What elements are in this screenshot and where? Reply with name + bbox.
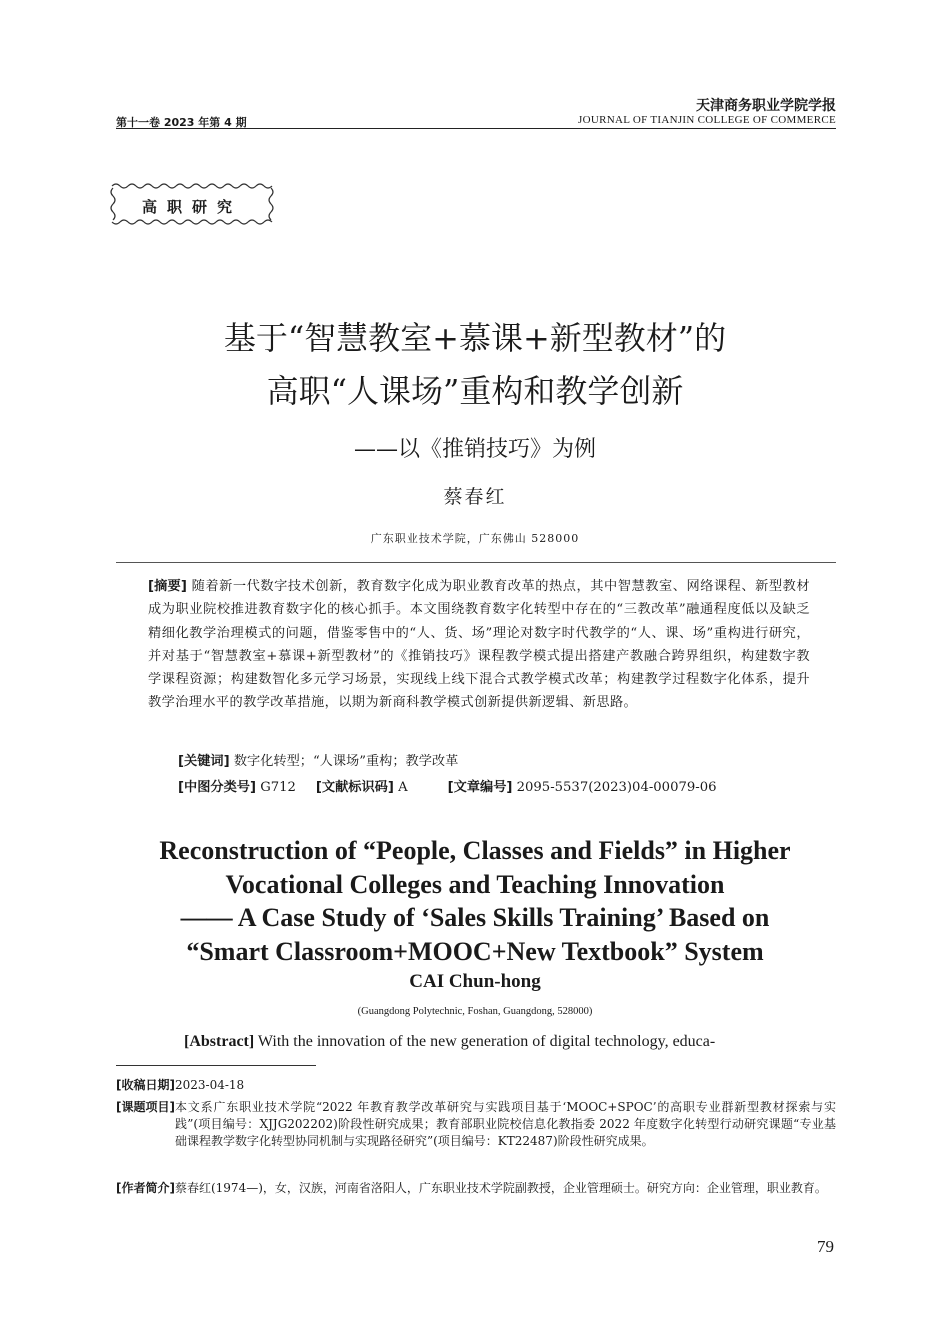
author-en: CAI Chun-hong [409, 971, 541, 992]
affiliation-cn: 广东职业技术学院，广东佛山 528000 [370, 532, 580, 545]
abstract-rule [116, 562, 836, 563]
page-number: 79 [817, 1237, 834, 1256]
issue-info: 第十一卷 2023 年第 4 期 [116, 116, 247, 129]
affiliation-en: (Guangdong Polytechnic, Foshan, Guangdong, 528000) [357, 1006, 593, 1017]
keywords [178, 750, 458, 769]
title-en-line-3: —— A Case Study of ‘Sales Skills Training’ Based on [180, 903, 770, 932]
footnote-author [116, 1180, 836, 1197]
clc-label: [中图分类号] [178, 780, 256, 795]
classification-line [178, 776, 716, 795]
footnote-received [116, 1077, 836, 1094]
author-bio-value: 蔡春红(1974—)，女，汉族，河南省洛阳人，广东职业技术学院副教授，企业管理硕士。研究方向：企业管理，职业教育。 [174, 1181, 827, 1195]
title-en-line-1: Reconstruction of “People, Classes and Fields” in Higher [159, 836, 791, 865]
abstract-cn-text: 随着新一代数字技术创新，教育数字化成为职业教育改革的热点，其中智慧教室、网络课程、新型教材成为职业院校推进教育数字化的核心抓手。本文围绕教育数字化转型中存在的“三教改革”融通程度低以及缺乏精细化教学治理模式的问题，借鉴零售中的“人、货、场”理论对数字时代教学的“人、课、场”重构进行研究，并对基于“智慧教室+慕课+新型教材”的《推销技巧》课程教学模式提出搭建产教融合跨界组织，构建数字教学课程资源；构建数智化多元学习场景，实现线上线下混合式教学模式改革；构建教学过程数字化体系，提升教学治理水平的教学改革措施，以期为新商科教学模式创新提供新逻辑、新思路。 [148, 579, 810, 711]
keywords-label: [关键词] [178, 754, 230, 769]
section-label: 高职研究 [141, 198, 242, 216]
journal-title-cn: 天津商务职业学院学报 [696, 98, 836, 114]
journal-title-en: JOURNAL OF TIANJIN COLLEGE OF COMMERCE [578, 114, 836, 126]
abstract-cn [148, 575, 810, 715]
title-cn-subtitle: ——以《推销技巧》为例 [353, 437, 596, 462]
project-label: [课题项目] [116, 1100, 175, 1114]
received-label: [收稿日期] [116, 1078, 175, 1092]
abstract-en-text: With the innovation of the new generation of digital technology, educa- [254, 1033, 716, 1050]
received-value: 2023-04-18 [174, 1078, 245, 1092]
title-cn-line-2: 高职“人课场”重构和教学创新 [266, 372, 684, 410]
project-value: 本文系广东职业技术学院“2022 年教育教学改革研究与实践项目基于‘MOOC+SPOC’的高职专业群新型教材探索与实践”(项目编号：XJJG202202)阶段性研究成果；教育部职业院校信息化教指委 2022 年度数字化转型行动研究课题“专业基础课程教学数字化转型协同机制与实现路径研究”(项目编号：KT22487)阶段性研究成果。 [174, 1100, 836, 1149]
keywords-text: 数字化转型；“人课场”重构；教学改革 [229, 754, 459, 769]
clc-value: G712 [256, 780, 296, 795]
doc-code-value: A [393, 780, 408, 795]
article-number-label: [文章编号] [447, 780, 513, 795]
doc-code-label: [文献标识码] [315, 780, 394, 795]
abstract-cn-label: [摘要] [148, 579, 187, 594]
footnote-rule [116, 1065, 316, 1066]
author-cn: 蔡春红 [443, 486, 507, 508]
abstract-en-label: [Abstract] [184, 1033, 255, 1050]
title-en-line-4: “Smart Classroom+MOOC+New Textbook” System [186, 937, 764, 966]
footnote-project [116, 1099, 836, 1151]
title-en-line-2: Vocational Colleges and Teaching Innovation [225, 870, 725, 899]
abstract-en [184, 1033, 715, 1051]
article-number-value: 2095-5537(2023)04-00079-06 [512, 780, 717, 795]
author-bio-label: [作者简介] [116, 1181, 175, 1195]
header-rule [116, 128, 836, 129]
section-badge [108, 180, 276, 228]
title-cn-line-1: 基于“智慧教室+慕课+新型教材”的 [223, 319, 727, 357]
